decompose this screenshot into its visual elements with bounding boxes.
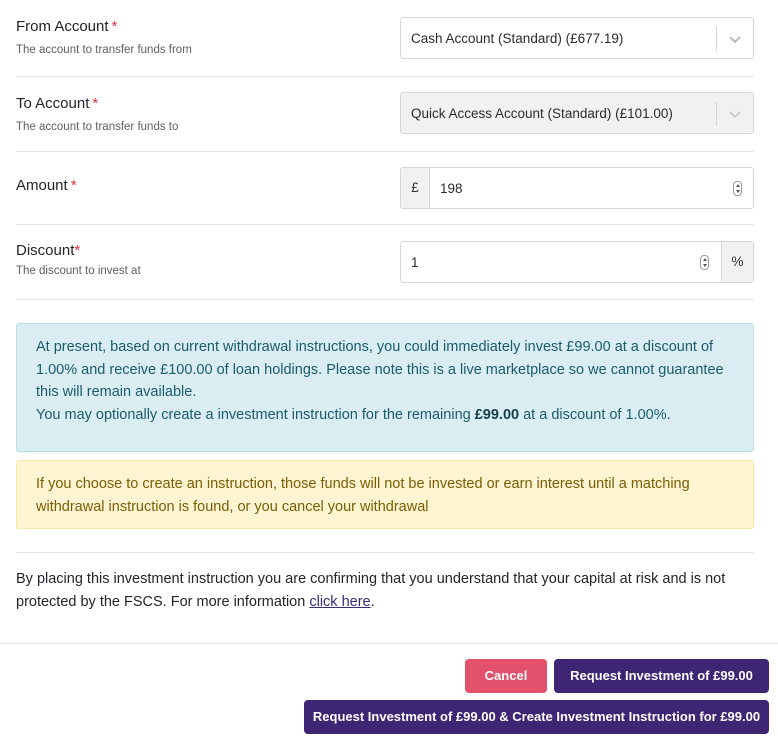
info-alert-text: At present, based on current withdrawal instructions, you could immediately invest £99.00 at a discount of 1.00% and receive £100.00 of loan holdings. Please note this is a live marketplace so we cannot guarantee this will remain available.: [36, 339, 724, 400]
divider: [16, 552, 754, 553]
chevron-down-icon[interactable]: [727, 31, 743, 47]
to-account-row: [16, 77, 754, 152]
amount-input-group: [400, 167, 754, 209]
percent-suffix: %: [721, 242, 753, 282]
select-separator: [716, 27, 717, 51]
discount-stepper[interactable]: [700, 255, 709, 270]
select-separator: [716, 102, 717, 126]
chevron-down-icon[interactable]: [727, 106, 743, 122]
discount-input-group: [400, 241, 754, 283]
from-account-select[interactable]: [400, 17, 754, 59]
amount-stepper[interactable]: [733, 181, 742, 196]
footer-divider: [0, 643, 778, 644]
currency-prefix: £: [401, 168, 430, 208]
info-alert-instruction: You may optionally create a investment instruction for the remaining £99.00 at a discount of 1.00%.: [36, 406, 671, 423]
more-info-link[interactable]: click here: [309, 593, 371, 610]
discount-row: [16, 225, 754, 300]
to-account-help: The account to transfer funds to: [16, 121, 179, 133]
discount-help: The discount to invest at: [16, 265, 141, 277]
discount-label: Discount*: [16, 242, 81, 259]
transfer-form: [16, 0, 754, 300]
to-account-select[interactable]: [400, 92, 754, 134]
to-account-value: Quick Access Account (Standard) (£101.00): [411, 106, 673, 121]
from-account-value: Cash Account (Standard) (£677.19): [411, 31, 624, 46]
request-investment-button[interactable]: Request Investment of £99.00: [554, 659, 769, 693]
from-account-label: From Account *: [16, 18, 118, 35]
warning-alert: [16, 460, 754, 529]
fscs-disclaimer: By placing this investment instruction you are confirming that you understand that your capital at risk and is not protected by the FSCS. For more information click here.: [16, 571, 726, 610]
to-account-label: To Account *: [16, 95, 99, 112]
amount-label: Amount *: [16, 177, 77, 194]
cancel-button[interactable]: Cancel: [465, 659, 547, 693]
from-account-row: [16, 0, 754, 77]
warning-alert-text: If you choose to create an instruction, those funds will not be invested or earn interest until a matching withdrawal instruction is found, or you cancel your withdrawal: [36, 476, 690, 515]
discount-input[interactable]: 1: [411, 255, 419, 270]
amount-row: [16, 152, 754, 225]
from-account-help: The account to transfer funds from: [16, 44, 192, 56]
remaining-amount: £99.00: [474, 406, 520, 423]
amount-input[interactable]: 198: [440, 181, 463, 196]
info-alert: [16, 323, 754, 452]
request-and-create-instruction-button[interactable]: Request Investment of £99.00 & Create Investment Instruction for £99.00: [304, 700, 769, 734]
